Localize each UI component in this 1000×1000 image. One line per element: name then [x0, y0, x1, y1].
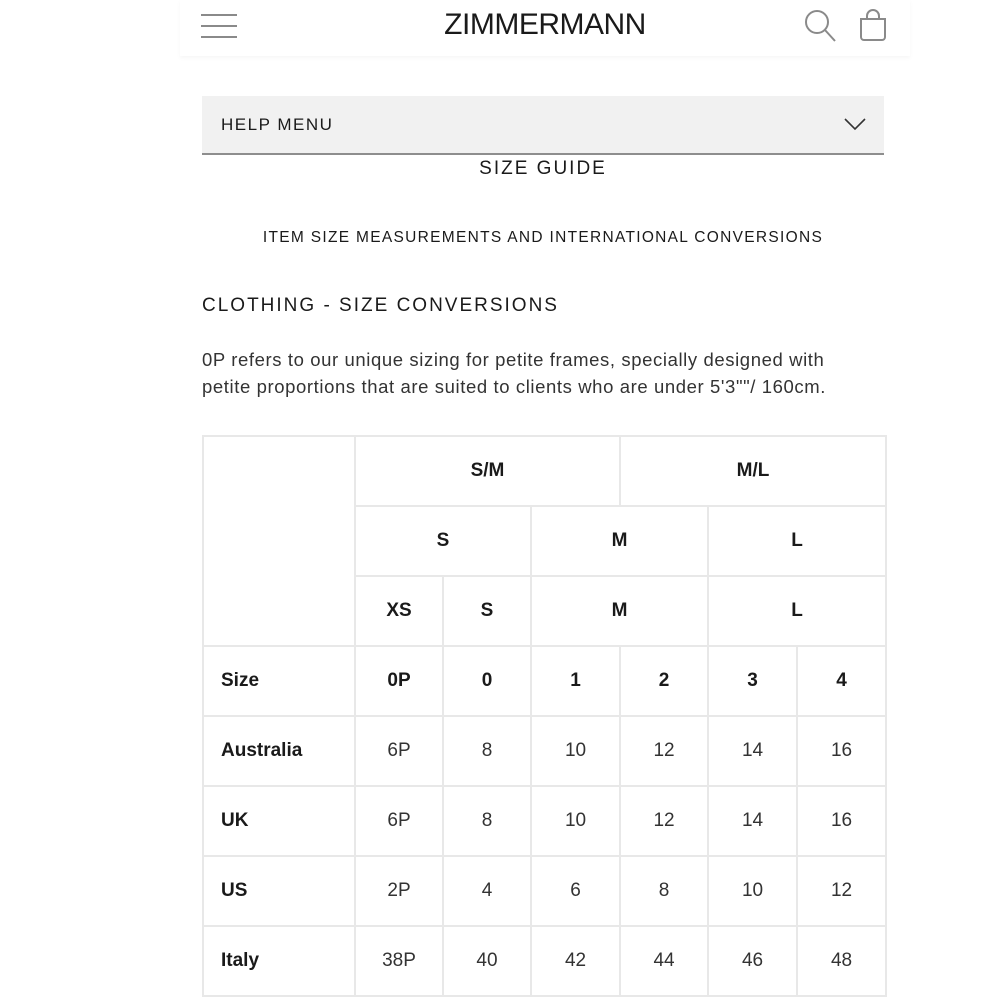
table-cell: 6: [531, 856, 620, 926]
table-cell: 8: [620, 856, 708, 926]
table-corner-cell: [203, 436, 355, 646]
table-header-cell: M: [531, 506, 708, 576]
table-cell: 4: [797, 646, 886, 716]
table-cell: 14: [708, 786, 797, 856]
table-cell: 12: [797, 856, 886, 926]
page-subtitle: ITEM SIZE MEASUREMENTS AND INTERNATIONAL CONVERSIONS: [262, 229, 824, 246]
table-cell: 44: [620, 926, 708, 996]
table-cell: 0: [443, 646, 531, 716]
table-header-cell: M/L: [620, 436, 886, 506]
table-cell: 3: [708, 646, 797, 716]
table-header-cell: L: [708, 506, 886, 576]
table-header-cell: S: [355, 506, 531, 576]
row-label: UK: [203, 786, 355, 856]
table-cell: 8: [443, 786, 531, 856]
table-cell: 2P: [355, 856, 443, 926]
table-cell: 16: [797, 786, 886, 856]
table-cell: 6P: [355, 716, 443, 786]
table-cell: 8: [443, 716, 531, 786]
brand-logo[interactable]: ZIMMERMANN: [444, 8, 646, 41]
table-header-cell: S: [443, 576, 531, 646]
hamburger-menu-icon[interactable]: [201, 13, 237, 39]
chevron-down-icon: [844, 118, 866, 131]
help-menu-dropdown[interactable]: [202, 96, 884, 155]
table-cell: 12: [620, 786, 708, 856]
table-row: [203, 646, 886, 716]
table-cell: 10: [708, 856, 797, 926]
search-icon[interactable]: [804, 9, 836, 43]
table-cell: 40: [443, 926, 531, 996]
table-cell: 4: [443, 856, 531, 926]
table-cell: 0P: [355, 646, 443, 716]
table-row: [203, 856, 886, 926]
table-header-cell: L: [708, 576, 886, 646]
table-cell: 42: [531, 926, 620, 996]
size-conversion-table: [202, 435, 887, 997]
table-cell: 16: [797, 716, 886, 786]
petite-description: [202, 346, 892, 400]
row-label: US: [203, 856, 355, 926]
description-line-2: petite proportions that are suited to clients who are under 5'3""/ 160cm.: [202, 376, 827, 397]
table-row: [203, 786, 886, 856]
table-header-cell: XS: [355, 576, 443, 646]
help-menu-label: HELP MENU: [221, 115, 334, 134]
table-cell: 1: [531, 646, 620, 716]
table-cell: 10: [531, 716, 620, 786]
table-header-cell: M: [531, 576, 708, 646]
section-title: CLOTHING - SIZE CONVERSIONS: [202, 295, 559, 316]
table-cell: 38P: [355, 926, 443, 996]
table-cell: 12: [620, 716, 708, 786]
table-cell: 2: [620, 646, 708, 716]
table-cell: 48: [797, 926, 886, 996]
table-cell: 10: [531, 786, 620, 856]
table-header-row: [203, 436, 886, 506]
row-label: Italy: [203, 926, 355, 996]
table-cell: 46: [708, 926, 797, 996]
page-title: SIZE GUIDE: [479, 158, 607, 179]
row-label: Size: [203, 646, 355, 716]
table-cell: 6P: [355, 786, 443, 856]
shopping-bag-icon[interactable]: [859, 9, 887, 41]
table-cell: 14: [708, 716, 797, 786]
table-row: [203, 716, 886, 786]
description-line-1: 0P refers to our unique sizing for petite frames, specially designed with: [202, 349, 825, 370]
table-row: [203, 926, 886, 996]
table-header-cell: S/M: [355, 436, 620, 506]
row-label: Australia: [203, 716, 355, 786]
